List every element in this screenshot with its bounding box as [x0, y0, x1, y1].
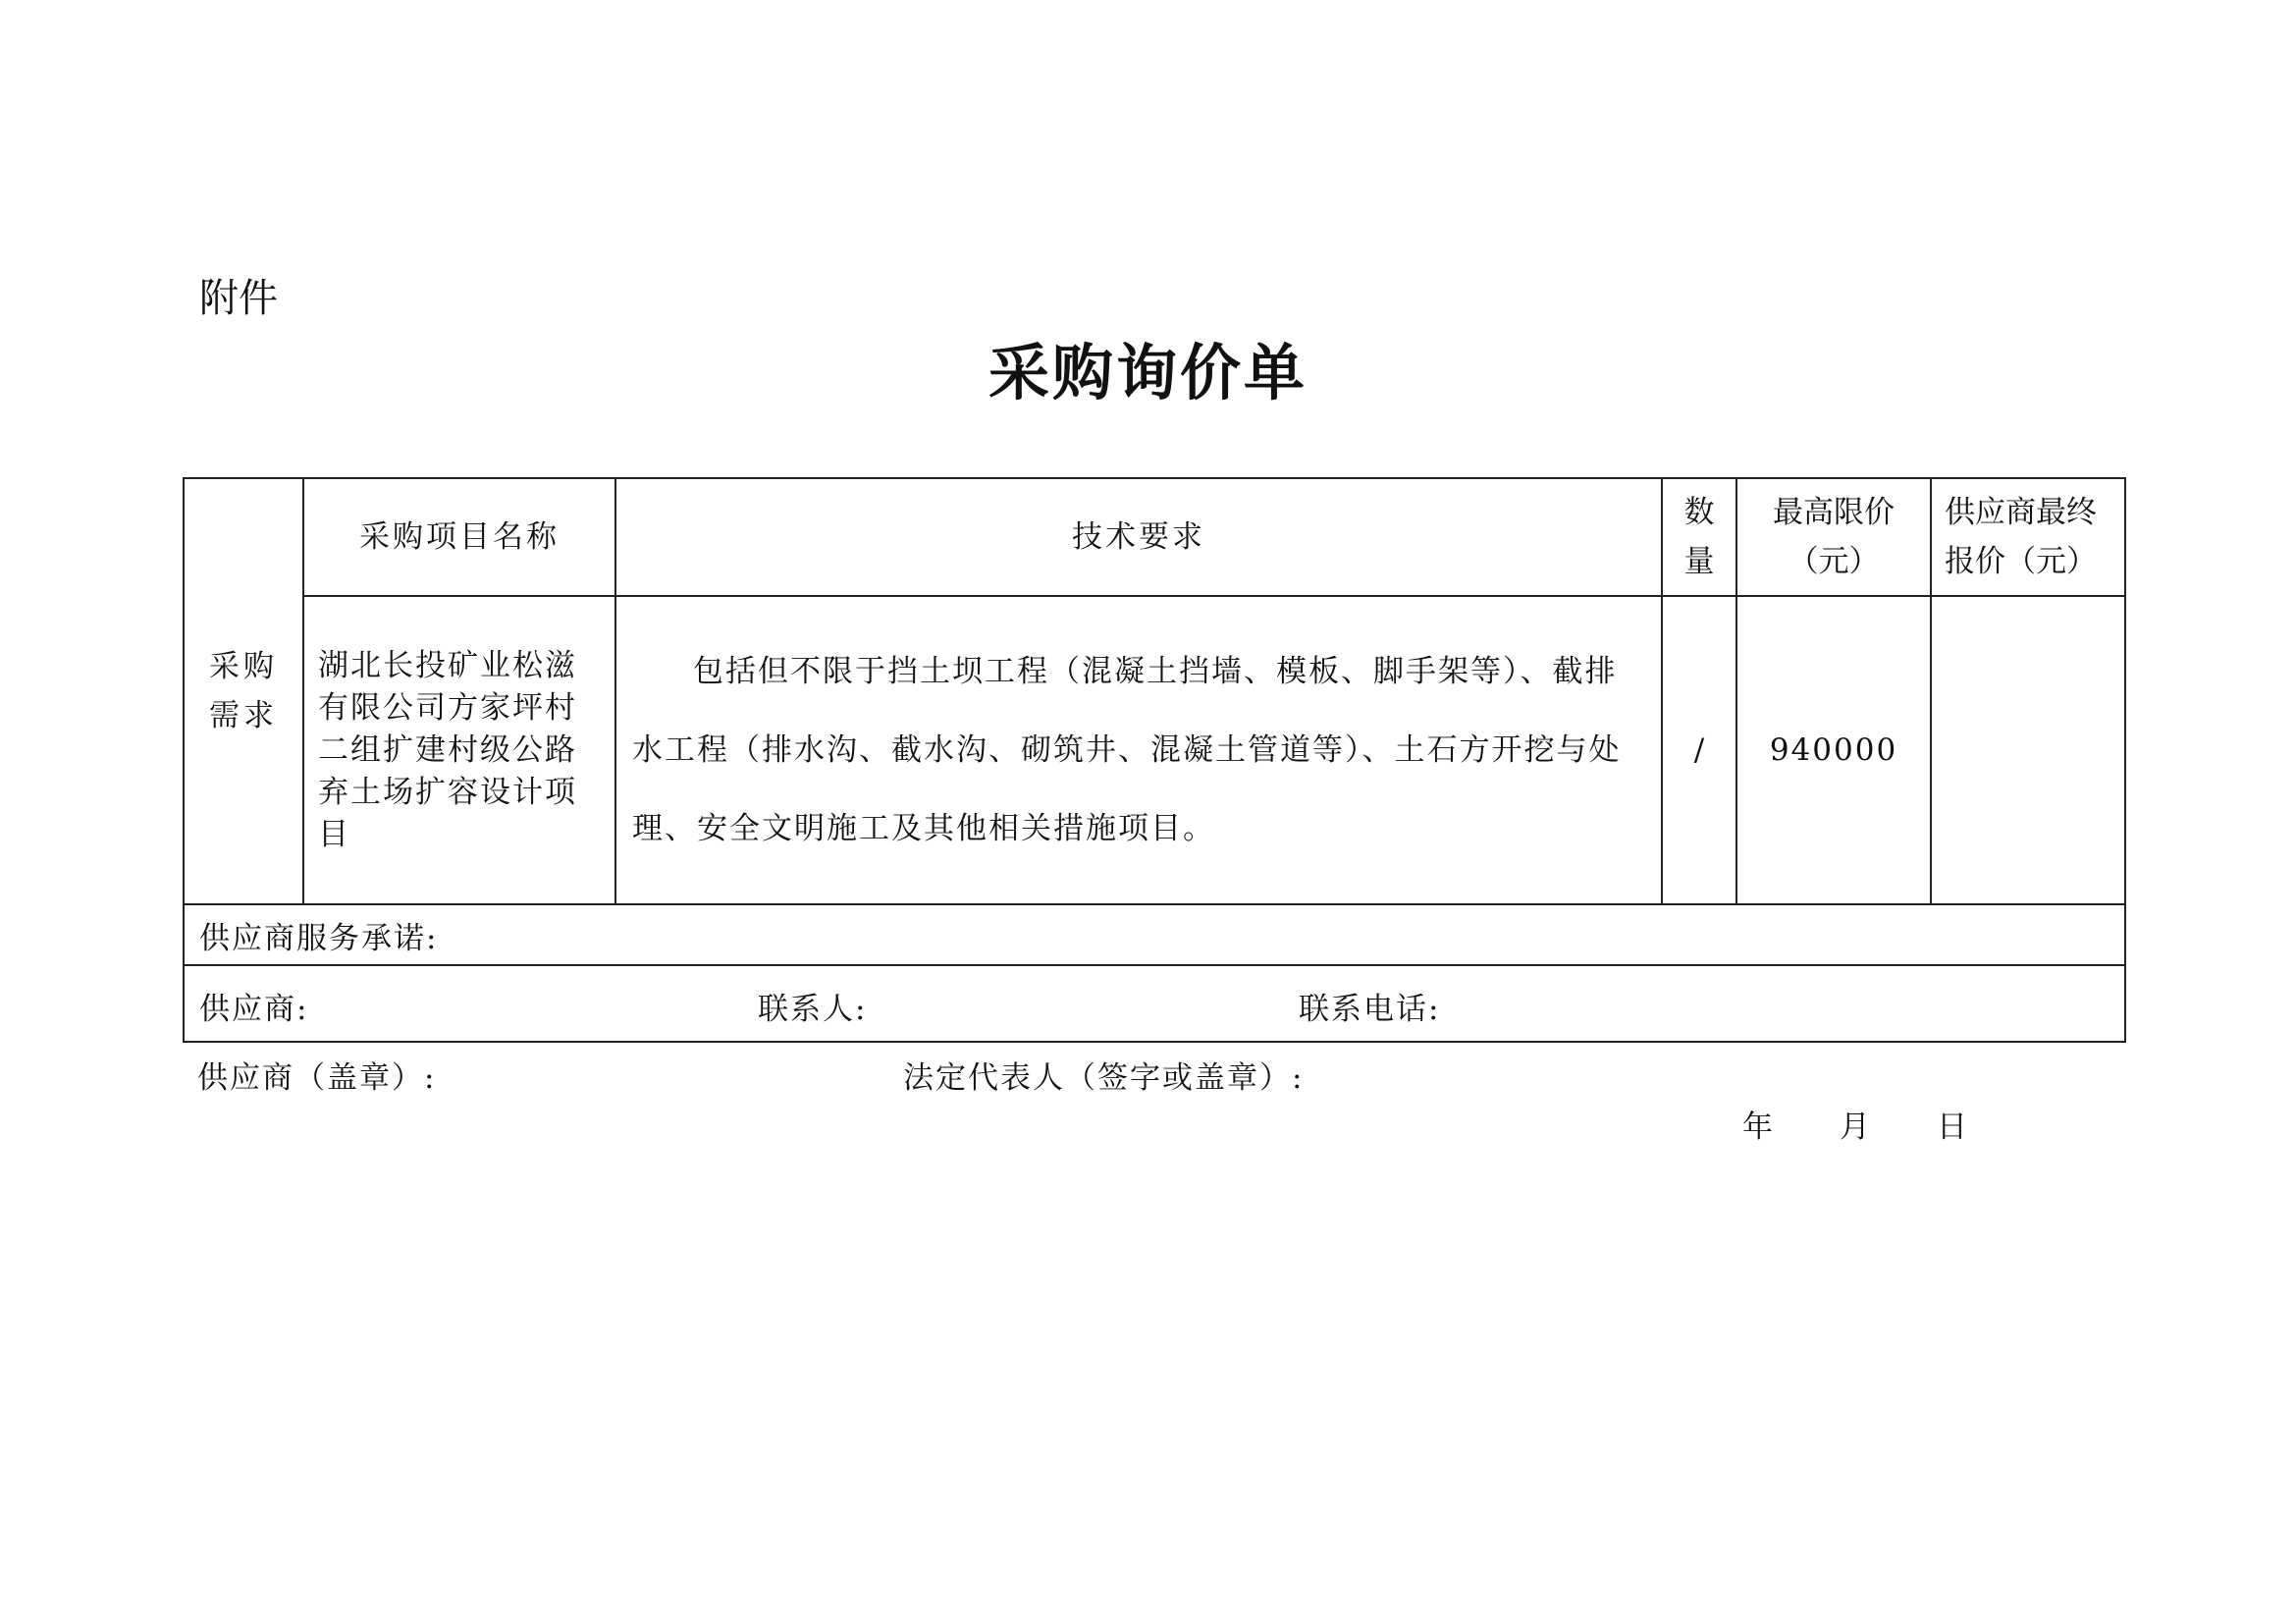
header-project-name: 采购项目名称 — [303, 478, 615, 596]
table-row — [184, 596, 2125, 904]
contact-cell — [184, 965, 2125, 1042]
date-line — [1742, 1102, 2034, 1146]
section-label-cell — [184, 478, 303, 904]
quantity-cell: / — [1662, 596, 1736, 904]
legal-rep-label[interactable]: 法定代表人（签字或盖章）: — [903, 1060, 1305, 1096]
final-quote-cell[interactable] — [1931, 596, 2125, 904]
date-month: 月 — [1840, 1110, 1872, 1145]
service-commitment-label[interactable]: 供应商服务承诺: — [184, 904, 2125, 965]
project-name-cell: 湖北长投矿业松滋有限公司方家坪村二组扩建村级公路弃土场扩容设计项目 — [303, 596, 615, 904]
tech-requirements-text: 包括但不限于挡土坝工程（混凝土挡墙、模板、脚手架等）、截排水工程（排水沟、截水沟、砌筑井、混凝土管道等）、土石方开挖与处理、安全文明施工及其他相关措施项目。 — [632, 654, 1622, 846]
tech-requirements-cell — [615, 596, 1662, 904]
header-quantity: 数量 — [1683, 495, 1715, 579]
seal-label[interactable]: 供应商（盖章）: — [197, 1060, 437, 1096]
contact-row — [184, 965, 2125, 1042]
contact-phone-label[interactable]: 联系电话: — [1299, 992, 1441, 1027]
header-quantity-cell — [1662, 478, 1736, 596]
header-max-price: 最高限价（元） — [1773, 495, 1895, 579]
header-final-quote-cell — [1931, 478, 2125, 596]
inquiry-table — [183, 477, 2126, 1043]
page-title: 采购询价单 — [988, 337, 1308, 408]
section-label: 采购需求 — [209, 649, 278, 733]
contact-person-label[interactable]: 联系人: — [758, 992, 868, 1027]
header-row — [184, 478, 2125, 596]
attachment-label: 附件 — [199, 276, 278, 321]
service-commitment-row — [184, 904, 2125, 965]
header-tech-requirements: 技术要求 — [615, 478, 1662, 596]
supplier-label[interactable]: 供应商: — [199, 992, 309, 1027]
header-final-quote: 供应商最终报价（元） — [1945, 495, 2097, 579]
date-day: 日 — [1937, 1110, 1969, 1145]
header-max-price-cell — [1736, 478, 1931, 596]
max-price-cell: 940000 — [1736, 596, 1931, 904]
date-year: 年 — [1742, 1110, 1775, 1145]
